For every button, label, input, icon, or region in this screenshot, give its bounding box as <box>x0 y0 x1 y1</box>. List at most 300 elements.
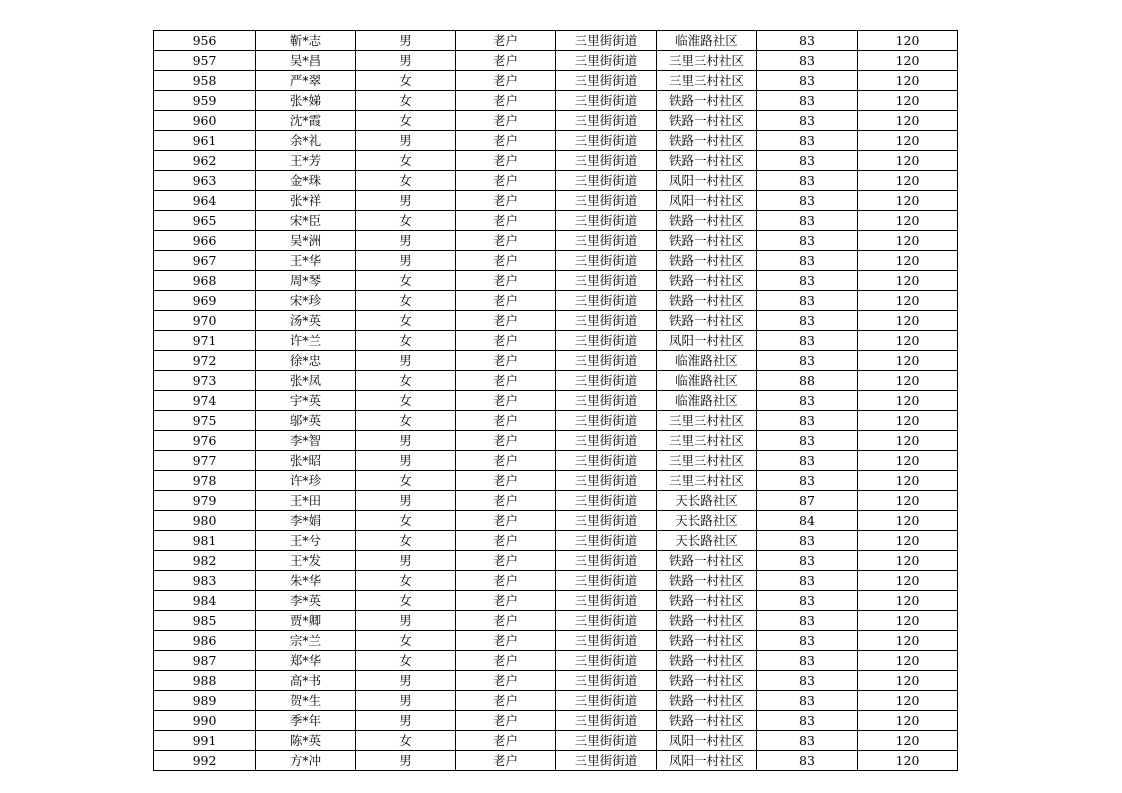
name-cell: 宋*珍 <box>256 291 356 311</box>
age-cell: 83 <box>757 171 858 191</box>
age-cell: 83 <box>757 451 858 471</box>
household-type-cell: 老户 <box>456 731 556 751</box>
name-cell: 汤*英 <box>256 311 356 331</box>
name-cell: 李*娟 <box>256 511 356 531</box>
amount-cell: 120 <box>858 371 958 391</box>
amount-cell: 120 <box>858 551 958 571</box>
household-type-cell: 老户 <box>456 171 556 191</box>
gender-cell: 女 <box>356 291 456 311</box>
community-cell: 临淮路社区 <box>657 351 757 371</box>
gender-cell: 男 <box>356 431 456 451</box>
serial-cell: 958 <box>154 71 256 91</box>
amount-cell: 120 <box>858 191 958 211</box>
table-row <box>154 671 958 691</box>
household-type-cell: 老户 <box>456 271 556 291</box>
gender-cell: 男 <box>356 351 456 371</box>
name-cell: 王*芳 <box>256 151 356 171</box>
community-cell: 铁路一村社区 <box>657 291 757 311</box>
table-row <box>154 211 958 231</box>
subdistrict-cell: 三里街街道 <box>556 71 657 91</box>
table-row <box>154 471 958 491</box>
name-cell: 季*年 <box>256 711 356 731</box>
amount-cell: 120 <box>858 751 958 771</box>
serial-cell: 974 <box>154 391 256 411</box>
gender-cell: 女 <box>356 91 456 111</box>
gender-cell: 女 <box>356 331 456 351</box>
subdistrict-cell: 三里街街道 <box>556 571 657 591</box>
age-cell: 83 <box>757 611 858 631</box>
serial-cell: 990 <box>154 711 256 731</box>
community-cell: 铁路一村社区 <box>657 591 757 611</box>
data-table <box>153 30 958 771</box>
amount-cell: 120 <box>858 731 958 751</box>
name-cell: 张*祥 <box>256 191 356 211</box>
age-cell: 84 <box>757 511 858 531</box>
name-cell: 李*智 <box>256 431 356 451</box>
age-cell: 83 <box>757 31 858 51</box>
subdistrict-cell: 三里街街道 <box>556 311 657 331</box>
subdistrict-cell: 三里街街道 <box>556 551 657 571</box>
table-row <box>154 351 958 371</box>
gender-cell: 男 <box>356 231 456 251</box>
household-type-cell: 老户 <box>456 131 556 151</box>
community-cell: 天长路社区 <box>657 491 757 511</box>
gender-cell: 男 <box>356 451 456 471</box>
table-row <box>154 631 958 651</box>
community-cell: 铁路一村社区 <box>657 211 757 231</box>
gender-cell: 女 <box>356 311 456 331</box>
household-type-cell: 老户 <box>456 371 556 391</box>
gender-cell: 女 <box>356 111 456 131</box>
table-row <box>154 51 958 71</box>
amount-cell: 120 <box>858 631 958 651</box>
gender-cell: 女 <box>356 211 456 231</box>
name-cell: 高*书 <box>256 671 356 691</box>
table-body <box>154 31 958 771</box>
subdistrict-cell: 三里街街道 <box>556 351 657 371</box>
name-cell: 严*翠 <box>256 71 356 91</box>
name-cell: 吴*昌 <box>256 51 356 71</box>
gender-cell: 女 <box>356 731 456 751</box>
age-cell: 83 <box>757 591 858 611</box>
amount-cell: 120 <box>858 271 958 291</box>
community-cell: 铁路一村社区 <box>657 711 757 731</box>
name-cell: 宋*臣 <box>256 211 356 231</box>
gender-cell: 女 <box>356 371 456 391</box>
age-cell: 88 <box>757 371 858 391</box>
serial-cell: 964 <box>154 191 256 211</box>
amount-cell: 120 <box>858 691 958 711</box>
subdistrict-cell: 三里街街道 <box>556 331 657 351</box>
table-row <box>154 511 958 531</box>
age-cell: 83 <box>757 151 858 171</box>
community-cell: 铁路一村社区 <box>657 131 757 151</box>
age-cell: 83 <box>757 671 858 691</box>
amount-cell: 120 <box>858 331 958 351</box>
serial-cell: 984 <box>154 591 256 611</box>
household-type-cell: 老户 <box>456 531 556 551</box>
community-cell: 铁路一村社区 <box>657 91 757 111</box>
serial-cell: 965 <box>154 211 256 231</box>
subdistrict-cell: 三里街街道 <box>556 491 657 511</box>
amount-cell: 120 <box>858 131 958 151</box>
household-type-cell: 老户 <box>456 431 556 451</box>
serial-cell: 966 <box>154 231 256 251</box>
age-cell: 83 <box>757 231 858 251</box>
name-cell: 贾*卿 <box>256 611 356 631</box>
amount-cell: 120 <box>858 671 958 691</box>
serial-cell: 960 <box>154 111 256 131</box>
household-type-cell: 老户 <box>456 91 556 111</box>
amount-cell: 120 <box>858 251 958 271</box>
amount-cell: 120 <box>858 391 958 411</box>
serial-cell: 969 <box>154 291 256 311</box>
name-cell: 许*珍 <box>256 471 356 491</box>
name-cell: 靳*志 <box>256 31 356 51</box>
age-cell: 83 <box>757 71 858 91</box>
name-cell: 王*兮 <box>256 531 356 551</box>
gender-cell: 男 <box>356 491 456 511</box>
table-row <box>154 191 958 211</box>
gender-cell: 女 <box>356 591 456 611</box>
table-row <box>154 751 958 771</box>
serial-cell: 971 <box>154 331 256 351</box>
amount-cell: 120 <box>858 211 958 231</box>
amount-cell: 120 <box>858 231 958 251</box>
subdistrict-cell: 三里街街道 <box>556 131 657 151</box>
household-type-cell: 老户 <box>456 671 556 691</box>
table-row <box>154 591 958 611</box>
subdistrict-cell: 三里街街道 <box>556 391 657 411</box>
name-cell: 王*华 <box>256 251 356 271</box>
subdistrict-cell: 三里街街道 <box>556 611 657 631</box>
serial-cell: 968 <box>154 271 256 291</box>
table-row <box>154 371 958 391</box>
name-cell: 沈*霞 <box>256 111 356 131</box>
household-type-cell: 老户 <box>456 611 556 631</box>
subdistrict-cell: 三里街街道 <box>556 151 657 171</box>
subdistrict-cell: 三里街街道 <box>556 511 657 531</box>
serial-cell: 985 <box>154 611 256 631</box>
amount-cell: 120 <box>858 91 958 111</box>
serial-cell: 982 <box>154 551 256 571</box>
subdistrict-cell: 三里街街道 <box>556 171 657 191</box>
gender-cell: 女 <box>356 471 456 491</box>
age-cell: 83 <box>757 631 858 651</box>
subdistrict-cell: 三里街街道 <box>556 651 657 671</box>
name-cell: 余*礼 <box>256 131 356 151</box>
table-row <box>154 311 958 331</box>
household-type-cell: 老户 <box>456 571 556 591</box>
amount-cell: 120 <box>858 471 958 491</box>
amount-cell: 120 <box>858 591 958 611</box>
community-cell: 三里三村社区 <box>657 411 757 431</box>
household-type-cell: 老户 <box>456 251 556 271</box>
subdistrict-cell: 三里街街道 <box>556 671 657 691</box>
name-cell: 邬*英 <box>256 411 356 431</box>
subdistrict-cell: 三里街街道 <box>556 691 657 711</box>
household-type-cell: 老户 <box>456 751 556 771</box>
gender-cell: 女 <box>356 391 456 411</box>
subdistrict-cell: 三里街街道 <box>556 431 657 451</box>
household-type-cell: 老户 <box>456 651 556 671</box>
table-row <box>154 271 958 291</box>
age-cell: 83 <box>757 431 858 451</box>
table-row <box>154 251 958 271</box>
household-type-cell: 老户 <box>456 31 556 51</box>
community-cell: 铁路一村社区 <box>657 311 757 331</box>
subdistrict-cell: 三里街街道 <box>556 731 657 751</box>
household-type-cell: 老户 <box>456 691 556 711</box>
household-type-cell: 老户 <box>456 711 556 731</box>
gender-cell: 男 <box>356 691 456 711</box>
community-cell: 三里三村社区 <box>657 451 757 471</box>
gender-cell: 女 <box>356 651 456 671</box>
serial-cell: 989 <box>154 691 256 711</box>
household-type-cell: 老户 <box>456 51 556 71</box>
household-type-cell: 老户 <box>456 511 556 531</box>
serial-cell: 963 <box>154 171 256 191</box>
community-cell: 铁路一村社区 <box>657 671 757 691</box>
name-cell: 朱*华 <box>256 571 356 591</box>
name-cell: 李*英 <box>256 591 356 611</box>
community-cell: 三里三村社区 <box>657 431 757 451</box>
age-cell: 83 <box>757 651 858 671</box>
table-row <box>154 131 958 151</box>
table-row <box>154 71 958 91</box>
gender-cell: 男 <box>356 191 456 211</box>
table-row <box>154 391 958 411</box>
serial-cell: 962 <box>154 151 256 171</box>
gender-cell: 女 <box>356 571 456 591</box>
age-cell: 83 <box>757 111 858 131</box>
gender-cell: 女 <box>356 531 456 551</box>
age-cell: 83 <box>757 191 858 211</box>
community-cell: 凤阳一村社区 <box>657 171 757 191</box>
amount-cell: 120 <box>858 311 958 331</box>
table-row <box>154 571 958 591</box>
gender-cell: 女 <box>356 71 456 91</box>
name-cell: 陈*英 <box>256 731 356 751</box>
subdistrict-cell: 三里街街道 <box>556 591 657 611</box>
amount-cell: 120 <box>858 531 958 551</box>
gender-cell: 女 <box>356 151 456 171</box>
community-cell: 凤阳一村社区 <box>657 731 757 751</box>
household-type-cell: 老户 <box>456 111 556 131</box>
subdistrict-cell: 三里街街道 <box>556 271 657 291</box>
subdistrict-cell: 三里街街道 <box>556 31 657 51</box>
serial-cell: 957 <box>154 51 256 71</box>
age-cell: 83 <box>757 51 858 71</box>
community-cell: 铁路一村社区 <box>657 271 757 291</box>
name-cell: 王*发 <box>256 551 356 571</box>
community-cell: 三里三村社区 <box>657 471 757 491</box>
household-type-cell: 老户 <box>456 231 556 251</box>
subdistrict-cell: 三里街街道 <box>556 51 657 71</box>
community-cell: 铁路一村社区 <box>657 251 757 271</box>
gender-cell: 男 <box>356 671 456 691</box>
subdistrict-cell: 三里街街道 <box>556 531 657 551</box>
amount-cell: 120 <box>858 611 958 631</box>
subdistrict-cell: 三里街街道 <box>556 451 657 471</box>
serial-cell: 978 <box>154 471 256 491</box>
subdistrict-cell: 三里街街道 <box>556 471 657 491</box>
age-cell: 83 <box>757 571 858 591</box>
age-cell: 83 <box>757 731 858 751</box>
amount-cell: 120 <box>858 431 958 451</box>
serial-cell: 976 <box>154 431 256 451</box>
amount-cell: 120 <box>858 71 958 91</box>
table-row <box>154 691 958 711</box>
community-cell: 铁路一村社区 <box>657 611 757 631</box>
name-cell: 周*琴 <box>256 271 356 291</box>
household-type-cell: 老户 <box>456 331 556 351</box>
subdistrict-cell: 三里街街道 <box>556 251 657 271</box>
gender-cell: 男 <box>356 611 456 631</box>
household-type-cell: 老户 <box>456 411 556 431</box>
table-row <box>154 491 958 511</box>
household-type-cell: 老户 <box>456 151 556 171</box>
age-cell: 83 <box>757 711 858 731</box>
age-cell: 87 <box>757 491 858 511</box>
community-cell: 铁路一村社区 <box>657 551 757 571</box>
table-row <box>154 411 958 431</box>
subdistrict-cell: 三里街街道 <box>556 291 657 311</box>
age-cell: 83 <box>757 411 858 431</box>
household-type-cell: 老户 <box>456 71 556 91</box>
amount-cell: 120 <box>858 451 958 471</box>
age-cell: 83 <box>757 91 858 111</box>
community-cell: 天长路社区 <box>657 531 757 551</box>
table-row <box>154 31 958 51</box>
community-cell: 凤阳一村社区 <box>657 191 757 211</box>
subdistrict-cell: 三里街街道 <box>556 711 657 731</box>
age-cell: 83 <box>757 251 858 271</box>
age-cell: 83 <box>757 551 858 571</box>
community-cell: 天长路社区 <box>657 511 757 531</box>
serial-cell: 981 <box>154 531 256 551</box>
household-type-cell: 老户 <box>456 491 556 511</box>
subdistrict-cell: 三里街街道 <box>556 91 657 111</box>
amount-cell: 120 <box>858 651 958 671</box>
subdistrict-cell: 三里街街道 <box>556 211 657 231</box>
gender-cell: 男 <box>356 51 456 71</box>
table-row <box>154 151 958 171</box>
table-row <box>154 651 958 671</box>
community-cell: 凤阳一村社区 <box>657 751 757 771</box>
household-type-cell: 老户 <box>456 451 556 471</box>
gender-cell: 男 <box>356 131 456 151</box>
table-row <box>154 551 958 571</box>
household-type-cell: 老户 <box>456 391 556 411</box>
serial-cell: 956 <box>154 31 256 51</box>
name-cell: 许*兰 <box>256 331 356 351</box>
subdistrict-cell: 三里街街道 <box>556 751 657 771</box>
amount-cell: 120 <box>858 571 958 591</box>
name-cell: 王*田 <box>256 491 356 511</box>
gender-cell: 女 <box>356 171 456 191</box>
age-cell: 83 <box>757 471 858 491</box>
subdistrict-cell: 三里街街道 <box>556 631 657 651</box>
name-cell: 张*凤 <box>256 371 356 391</box>
amount-cell: 120 <box>858 511 958 531</box>
amount-cell: 120 <box>858 711 958 731</box>
community-cell: 铁路一村社区 <box>657 231 757 251</box>
name-cell: 郑*华 <box>256 651 356 671</box>
community-cell: 临淮路社区 <box>657 391 757 411</box>
table-row <box>154 531 958 551</box>
age-cell: 83 <box>757 691 858 711</box>
amount-cell: 120 <box>858 171 958 191</box>
table-row <box>154 91 958 111</box>
age-cell: 83 <box>757 751 858 771</box>
household-type-cell: 老户 <box>456 591 556 611</box>
amount-cell: 120 <box>858 351 958 371</box>
gender-cell: 女 <box>356 631 456 651</box>
age-cell: 83 <box>757 351 858 371</box>
serial-cell: 988 <box>154 671 256 691</box>
household-type-cell: 老户 <box>456 211 556 231</box>
name-cell: 金*珠 <box>256 171 356 191</box>
serial-cell: 977 <box>154 451 256 471</box>
age-cell: 83 <box>757 131 858 151</box>
gender-cell: 女 <box>356 411 456 431</box>
name-cell: 徐*忠 <box>256 351 356 371</box>
subdistrict-cell: 三里街街道 <box>556 191 657 211</box>
serial-cell: 987 <box>154 651 256 671</box>
age-cell: 83 <box>757 391 858 411</box>
age-cell: 83 <box>757 211 858 231</box>
subdistrict-cell: 三里街街道 <box>556 411 657 431</box>
table-row <box>154 291 958 311</box>
community-cell: 临淮路社区 <box>657 31 757 51</box>
name-cell: 宇*英 <box>256 391 356 411</box>
serial-cell: 975 <box>154 411 256 431</box>
table-row <box>154 331 958 351</box>
gender-cell: 男 <box>356 751 456 771</box>
serial-cell: 967 <box>154 251 256 271</box>
gender-cell: 男 <box>356 31 456 51</box>
community-cell: 铁路一村社区 <box>657 151 757 171</box>
gender-cell: 女 <box>356 271 456 291</box>
household-type-cell: 老户 <box>456 351 556 371</box>
table-row <box>154 451 958 471</box>
serial-cell: 979 <box>154 491 256 511</box>
name-cell: 贺*生 <box>256 691 356 711</box>
household-type-cell: 老户 <box>456 551 556 571</box>
table-row <box>154 611 958 631</box>
subdistrict-cell: 三里街街道 <box>556 111 657 131</box>
gender-cell: 女 <box>356 511 456 531</box>
serial-cell: 986 <box>154 631 256 651</box>
amount-cell: 120 <box>858 111 958 131</box>
serial-cell: 972 <box>154 351 256 371</box>
gender-cell: 男 <box>356 551 456 571</box>
household-type-cell: 老户 <box>456 471 556 491</box>
amount-cell: 120 <box>858 411 958 431</box>
amount-cell: 120 <box>858 491 958 511</box>
community-cell: 三里三村社区 <box>657 71 757 91</box>
gender-cell: 男 <box>356 251 456 271</box>
community-cell: 铁路一村社区 <box>657 111 757 131</box>
serial-cell: 992 <box>154 751 256 771</box>
amount-cell: 120 <box>858 151 958 171</box>
table-row <box>154 111 958 131</box>
serial-cell: 991 <box>154 731 256 751</box>
table-row <box>154 171 958 191</box>
serial-cell: 980 <box>154 511 256 531</box>
community-cell: 铁路一村社区 <box>657 631 757 651</box>
